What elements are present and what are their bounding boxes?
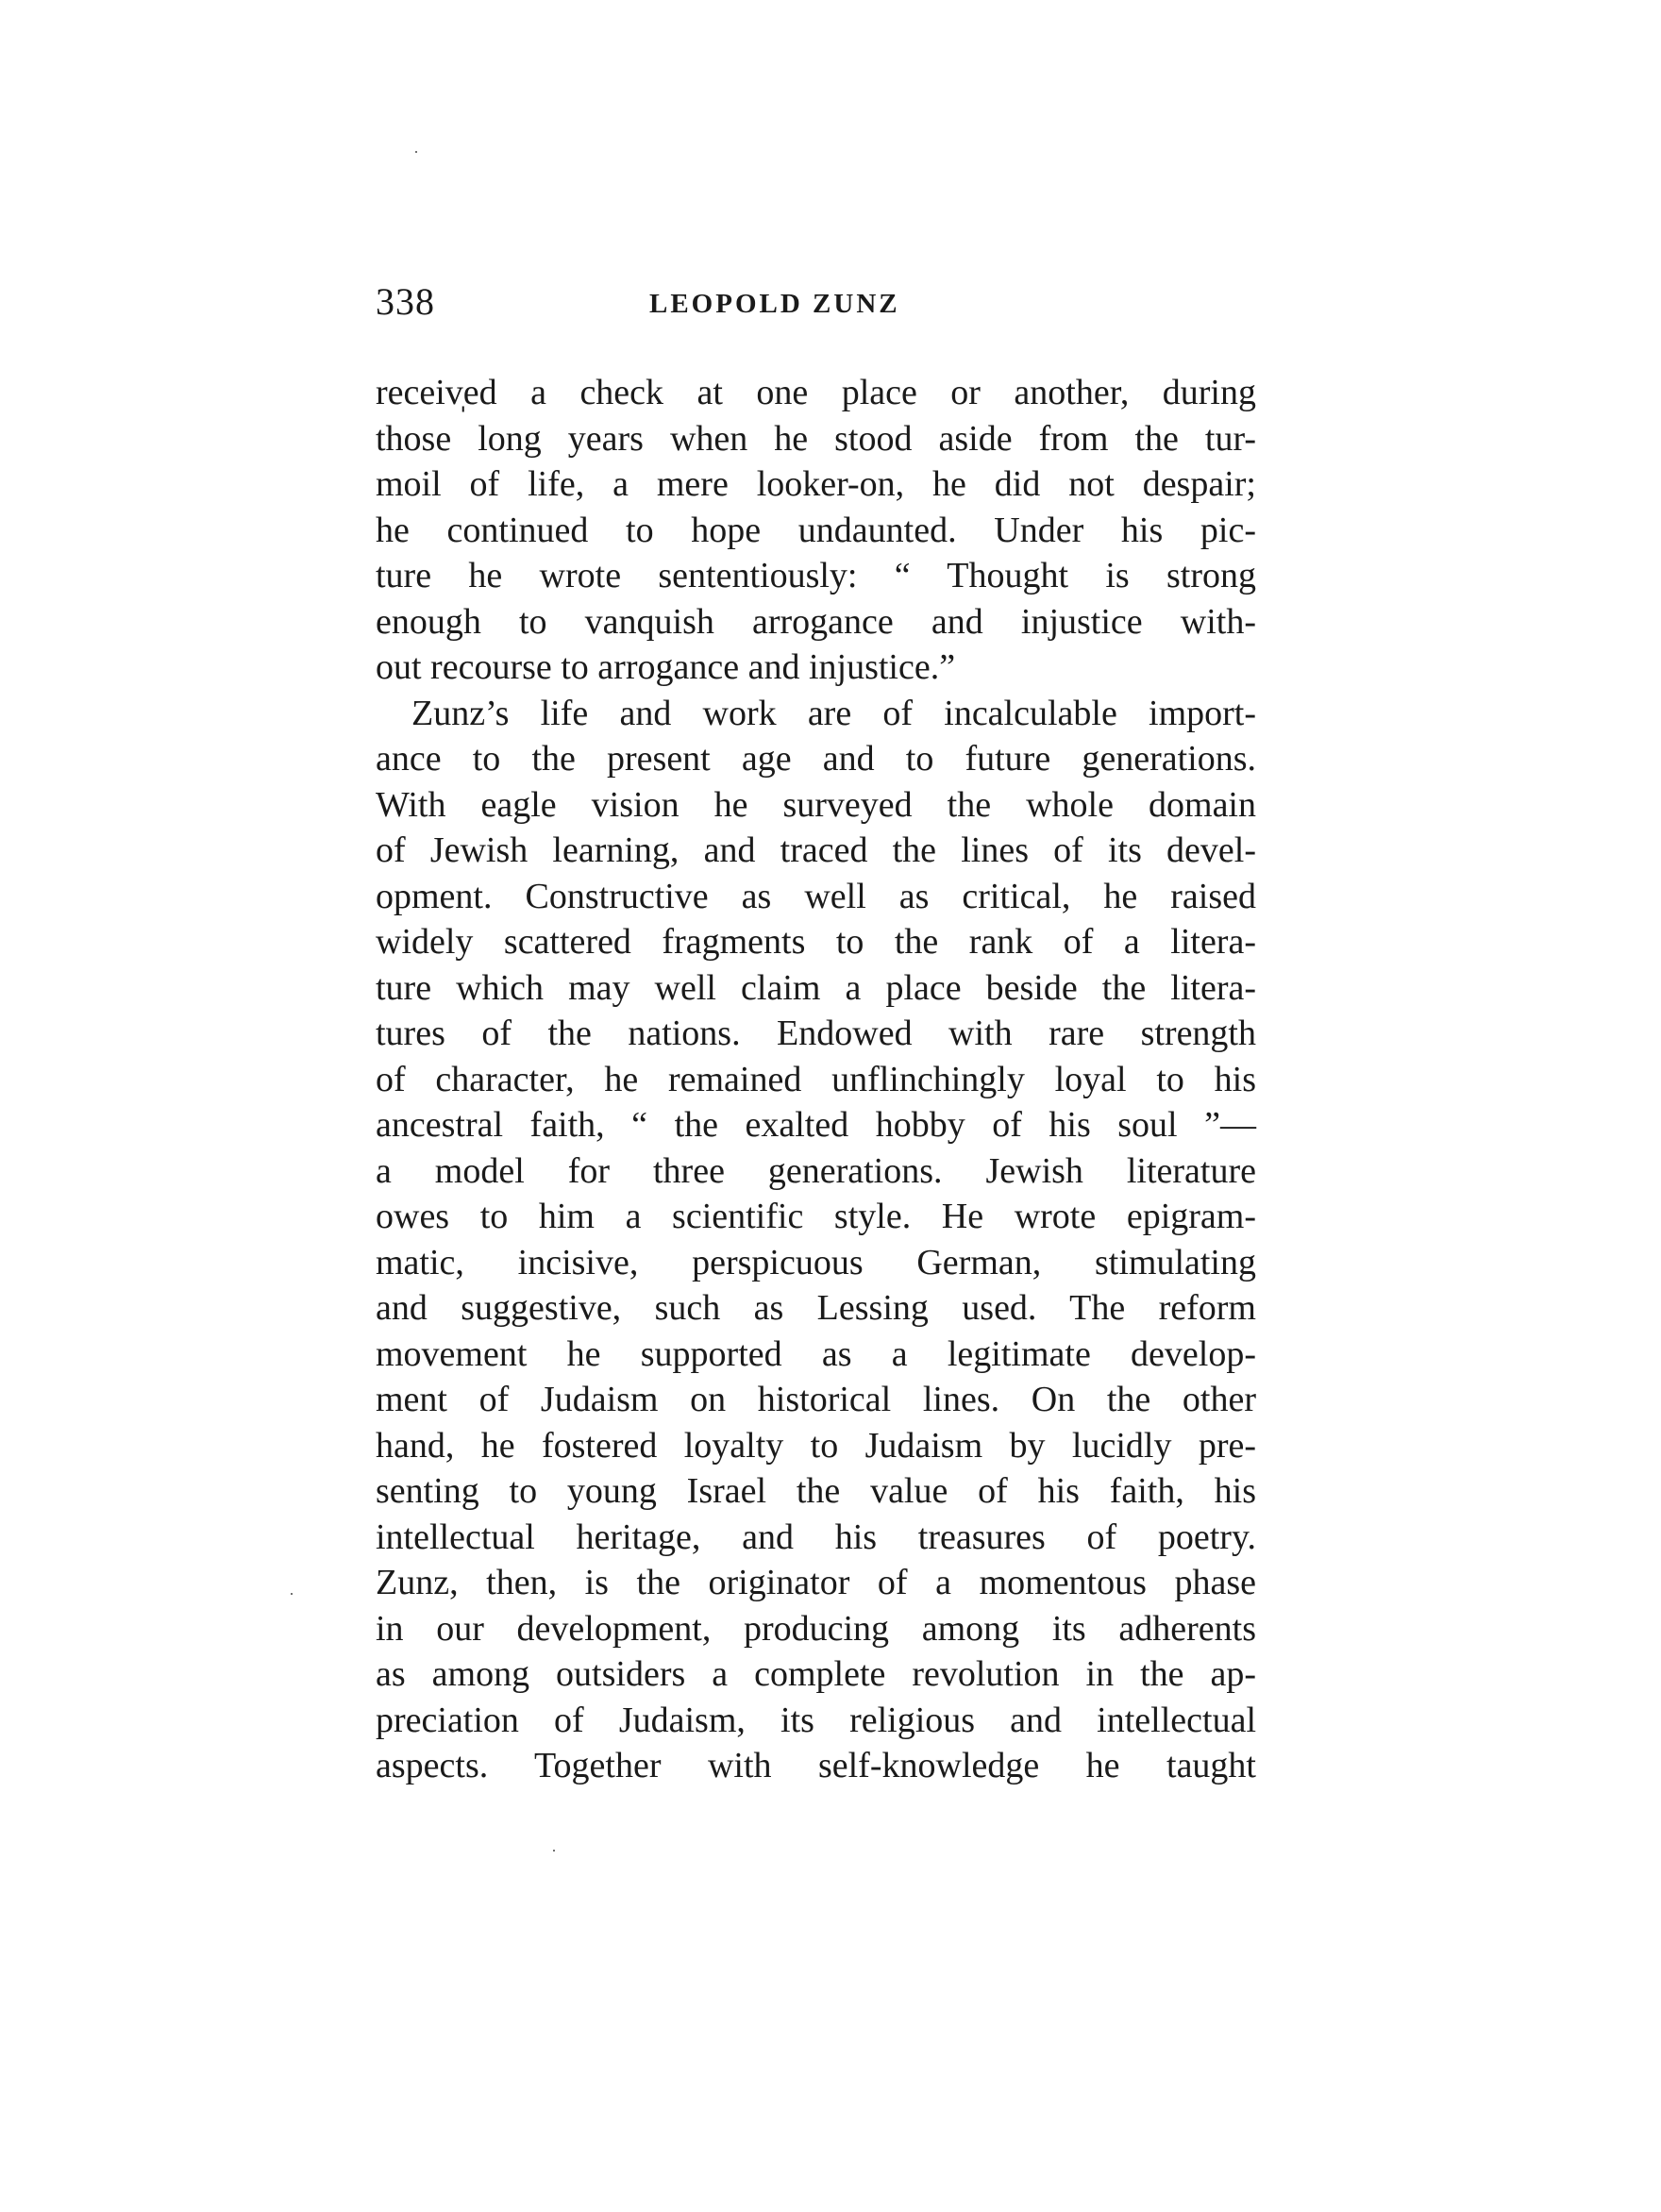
text-line: a model for three generations. Jewish literature [376, 1150, 1256, 1191]
text-line: those long years when he stood aside from the tur- [376, 418, 1256, 459]
running-head: LEOPOLD ZUNZ [649, 289, 900, 319]
text-line: as among outsiders a complete revolution in the ap- [376, 1654, 1256, 1694]
text-line: ment of Judaism on historical lines. On the other [376, 1380, 1256, 1419]
paragraph-1 [376, 370, 1256, 691]
body-text [376, 370, 1256, 1789]
page-number: 338 [376, 280, 435, 323]
text-line: widely scattered fragments to the rank of a litera- [376, 922, 1256, 962]
page-header [376, 279, 1256, 336]
text-line: receiv̩ed a check at one place or another, during [376, 373, 1256, 412]
paragraph-2 [376, 691, 1256, 1789]
text-line: intellectual heritage, and his treasures of poetry. [376, 1517, 1256, 1557]
text-line: ance to the present age and to future generations. [376, 739, 1256, 779]
text-line: With eagle vision he surveyed the whole domain [376, 784, 1256, 825]
text-line: out recourse to arrogance and injustice.” [376, 647, 956, 687]
text-line: tures of the nations. Endowed with rare strength [376, 1014, 1256, 1053]
text-line: Zunz, then, is the originator of a momentous phase [376, 1563, 1256, 1602]
text-line: enough to vanquish arrogance and injustice with- [376, 601, 1256, 642]
text-line: preciation of Judaism, its religious and intellectual [376, 1700, 1256, 1740]
text-line: opment. Constructive as well as critical, he raised [376, 876, 1256, 916]
text-line: of character, he remained unflinchingly loyal to his [376, 1059, 1256, 1099]
text-line: he continued to hope undaunted. Under his pic- [376, 510, 1256, 550]
text-line: moil of life, a mere looker-on, he did not despair; [376, 464, 1256, 504]
text-line: senting to young Israel the value of his faith, his [376, 1471, 1256, 1511]
text-line: matic, incisive, perspicuous German, stimulating [376, 1242, 1256, 1282]
text-line: in our development, producing among its adherents [376, 1608, 1256, 1649]
scan-speck [415, 151, 417, 153]
scan-speck [291, 1593, 293, 1595]
text-line: aspects. Together with self-knowledge he taught [376, 1746, 1256, 1785]
text-line: and suggestive, such as Lessing used. The reform [376, 1288, 1256, 1328]
text-line: movement he supported as a legitimate develop- [376, 1333, 1256, 1374]
text-line: Zunz’s life and work are of incalculable import- [411, 693, 1256, 733]
text-line: ture which may well claim a place beside the litera- [376, 967, 1256, 1008]
text-line: hand, he fostered loyalty to Judaism by lucidly pre- [376, 1425, 1256, 1466]
text-line: owes to him a scientific style. He wrote epigram- [376, 1197, 1256, 1236]
text-line: ancestral faith, “ the exalted hobby of his soul ”— [376, 1105, 1256, 1145]
text-line: ture he wrote sententiously: “ Thought is strong [376, 556, 1256, 595]
text-line: of Jewish learning, and traced the lines of its devel- [376, 830, 1256, 870]
scan-speck [553, 1850, 555, 1852]
